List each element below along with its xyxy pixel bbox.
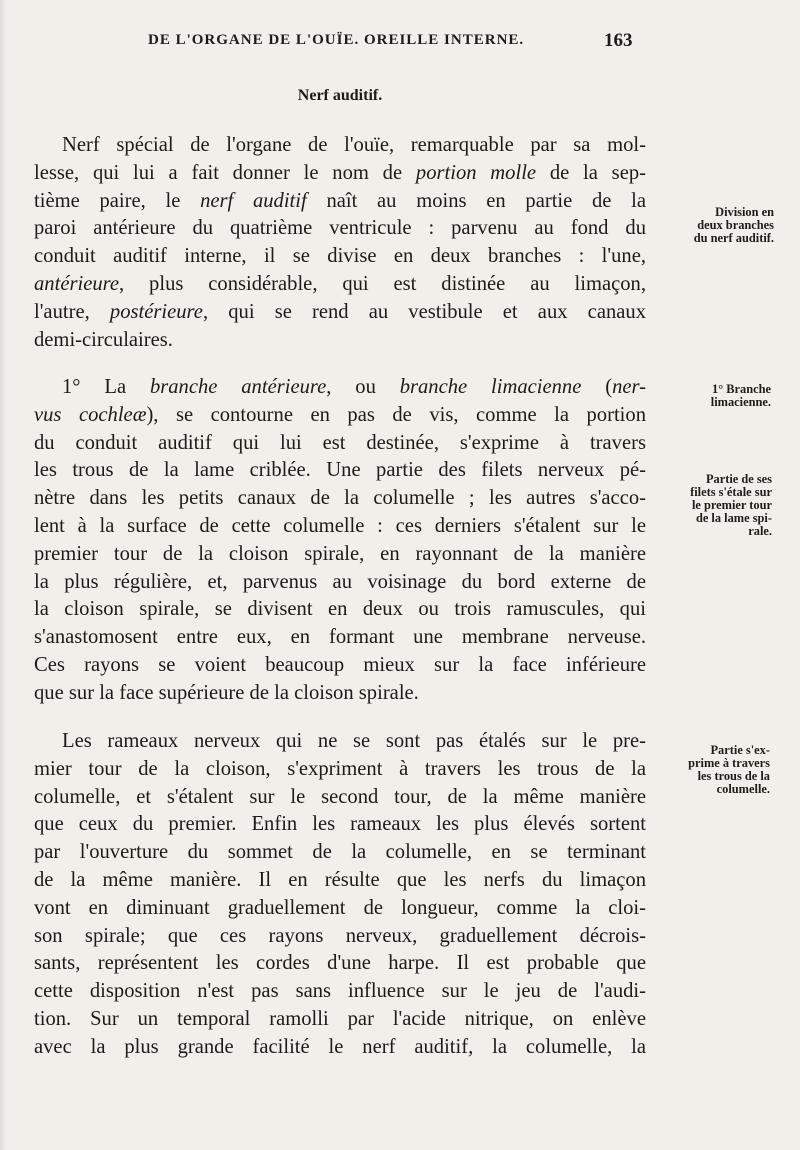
text-line: la plus régulière, et, parvenus au voisinage du bord externe de [34, 570, 646, 593]
text-line: Ces rayons se voient beaucoup mieux sur la face inférieure [34, 653, 646, 676]
margin-note-line: Partie de ses [705, 472, 772, 486]
text-line: columelle, et s'étalent sur le second tour, de la même manière [34, 785, 646, 808]
margin-note-line: limacienne. [710, 395, 771, 409]
page-crease-shadow [0, 0, 6, 1150]
margin-note-line: Partie s'ex- [710, 743, 770, 757]
text-line: sants, représentent les cordes d'une harpe. Il est probable que [34, 952, 646, 975]
margin-note-line: 1° Branche [712, 382, 771, 396]
text-line: conduit auditif interne, il se divise en deux branches : l'une, [34, 245, 646, 268]
text-line: mier tour de la cloison, s'expriment à travers les trous de la [34, 757, 646, 780]
paragraph-rameaux-nerveux [34, 728, 646, 1062]
text-line: lent à la surface de cette columelle : ces derniers s'étalent sur le [34, 514, 646, 537]
margin-note-line: deux branches [697, 218, 774, 232]
text-line: 1° La branche antérieure, ou branche limacienne (ner- [62, 376, 646, 398]
text-line: les trous de la lame criblée. Une partie des filets nerveux pé- [34, 459, 646, 482]
paragraph-branche-anterieure [34, 374, 646, 708]
text-line: avec la plus grande facilité le nerf auditif, la columelle, la [34, 1035, 646, 1058]
margin-note-line: les trous de la [697, 769, 770, 783]
text-line: vus cochleæ), se contourne en pas de vis, comme la portion [34, 403, 646, 426]
text-line: s'anastomosent entre eux, en formant une membrane nerveuse. [34, 626, 646, 649]
margin-note-line: rale. [748, 524, 772, 538]
text-line: vont en diminuant graduellement de longueur, comme la cloi- [34, 896, 646, 919]
text-line: que ceux du premier. Enfin les rameaux les plus élevés sortent [34, 813, 646, 836]
margin-note-line: du nerf auditif. [693, 231, 774, 245]
text-line: tième paire, le nerf auditif naît au moins en partie de la [34, 189, 647, 212]
running-title: DE L'ORGANE DE L'OUÏE. OREILLE INTERNE. [148, 32, 525, 48]
margin-note-division [654, 206, 774, 245]
section-title: Nerf auditif. [297, 87, 383, 104]
text-line: son spirale; que ces rayons nerveux, graduellement décrois- [34, 924, 646, 947]
text-line: antérieure, plus considérable, qui est distinée au limaçon, [34, 272, 646, 295]
page-number: 163 [604, 30, 633, 51]
text-line: de la même manière. Il en résulte que les nerfs du limaçon [34, 868, 646, 891]
margin-note-premier-tour [652, 473, 772, 538]
margin-note-line: Division en [715, 205, 774, 219]
text-line: demi-circulaires. [34, 328, 173, 351]
text-line: premier tour de la cloison spirale, en rayonnant de la manière [34, 542, 646, 565]
text-line: tion. Sur un temporal ramolli par l'acide nitrique, on enlève [34, 1007, 646, 1030]
margin-note-columelle [652, 744, 770, 796]
text-line: du conduit auditif qui lui est destinée, s'exprime à travers [34, 431, 646, 454]
margin-note-line: de la lame spi- [695, 511, 772, 525]
text-line: paroi antérieure du quatrième ventricule : parvenu au fond du [34, 217, 646, 240]
margin-note-line: le premier tour [691, 498, 772, 512]
text-line: Les rameaux nerveux qui ne se sont pas étalés sur le pre- [62, 730, 646, 752]
text-line: que sur la face supérieure de la cloison spirale. [34, 681, 419, 704]
text-line: par l'ouverture du sommet de la columelle, en se terminant [34, 841, 646, 864]
margin-note-line: prime à travers [688, 756, 770, 770]
margin-note-line: filets s'étale sur [690, 485, 772, 499]
paragraph-nerf-auditif-intro [34, 132, 646, 354]
margin-note-branche-limacienne [653, 383, 771, 409]
text-line: la cloison spirale, se divisent en deux ou trois ramuscules, qui [34, 598, 646, 621]
text-line: Nerf spécial de l'organe de l'ouïe, remarquable par sa mol- [62, 134, 646, 156]
text-line: l'autre, postérieure, qui se rend au vestibule et aux canaux [34, 300, 646, 323]
text-line: cette disposition n'est pas sans influence sur le jeu de l'audi- [34, 980, 646, 1003]
margin-note-line: columelle. [716, 782, 770, 796]
text-line: nètre dans les petits canaux de la columelle ; les autres s'acco- [34, 487, 646, 510]
text-line: lesse, qui lui a fait donner le nom de portion molle de la sep- [34, 161, 646, 184]
